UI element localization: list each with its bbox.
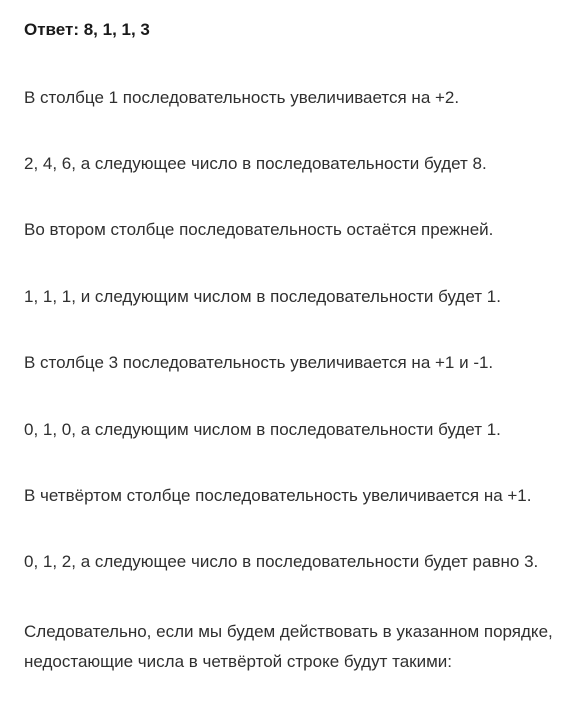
paragraph-column4-sequence: 0, 1, 2, а следующее число в последовательности будет равно 3. (24, 552, 539, 571)
answer-heading: Ответ: 8, 1, 1, 3 (24, 20, 150, 39)
paragraph-column2-sequence: 1, 1, 1, и следующим числом в последовательности будет 1. (24, 287, 501, 306)
paragraph-column2-rule: Во втором столбце последовательность остаётся прежней. (24, 220, 494, 239)
paragraph-column4-rule: В четвёртом столбце последовательность увеличивается на +1. (24, 486, 532, 505)
conclusion-paragraph (24, 617, 584, 677)
paragraph-column1-rule: В столбце 1 последовательность увеличивается на +2. (24, 88, 460, 107)
paragraph-column3-sequence: 0, 1, 0, а следующим числом в последовательности будет 1. (24, 420, 501, 439)
conclusion-line-1: Следовательно, если мы будем действовать в указанном порядке, (24, 622, 553, 641)
conclusion-line-2: недостающие числа в четвёртой строке будут такими: (24, 652, 452, 671)
paragraph-column3-rule: В столбце 3 последовательность увеличивается на +1 и -1. (24, 353, 494, 372)
paragraph-column1-sequence: 2, 4, 6, а следующее число в последовательности будет 8. (24, 154, 487, 173)
